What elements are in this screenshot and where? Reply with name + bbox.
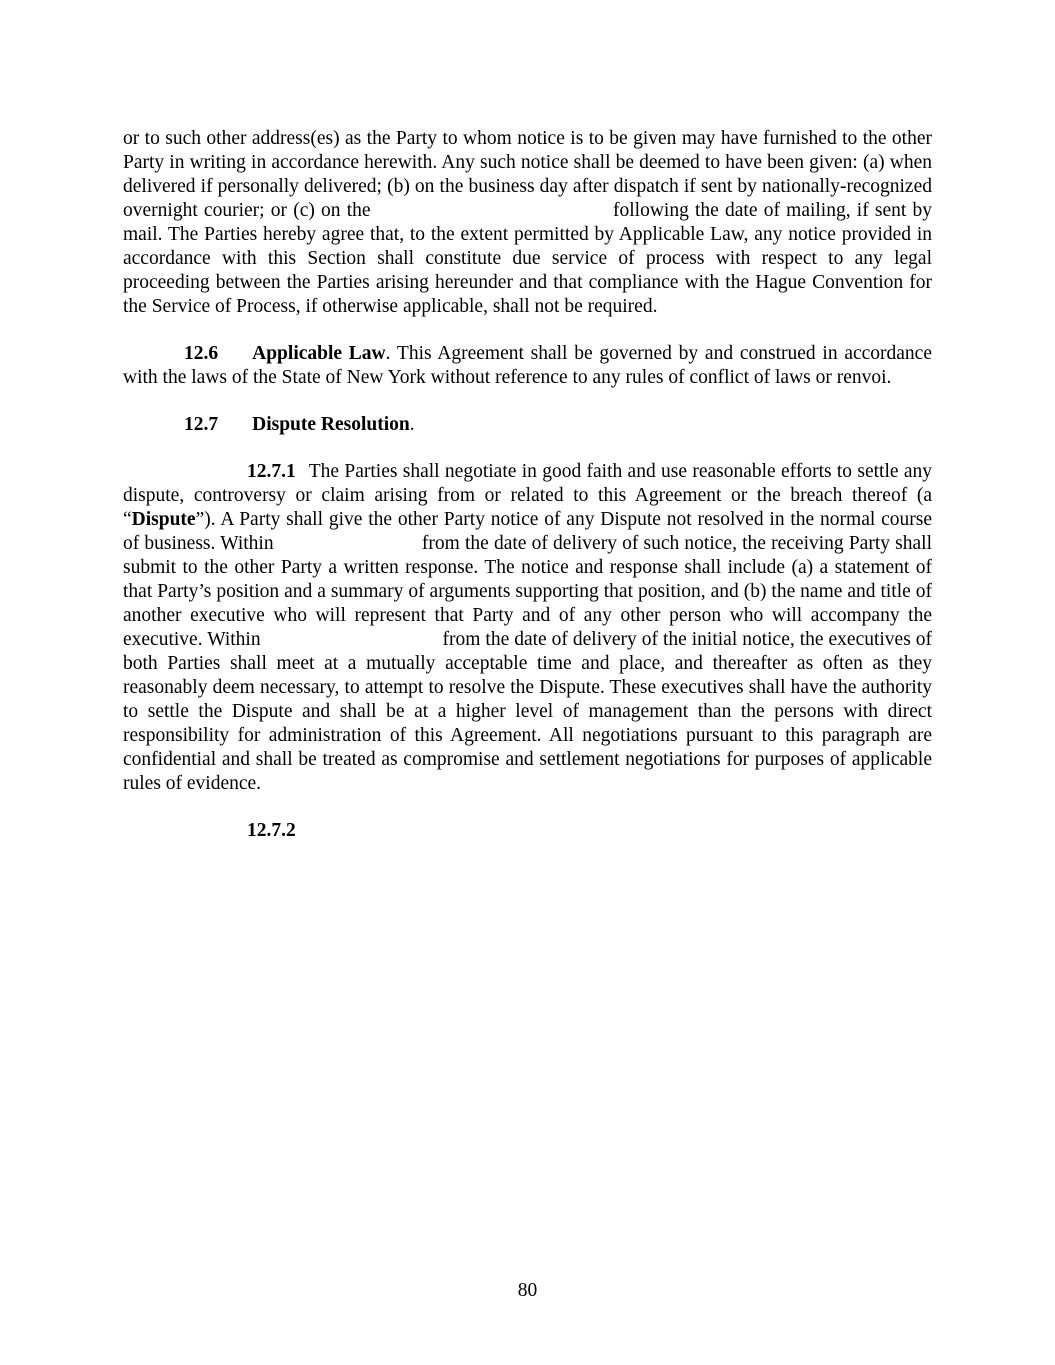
paragraph-notice-continuation	[123, 127, 932, 319]
tab-spacer	[296, 476, 309, 477]
section-12-7-dispute-resolution	[123, 413, 932, 437]
section-12-6-applicable-law	[123, 342, 932, 390]
page-content	[123, 127, 932, 866]
section-12-6-body: . This Agreement shall be governed by and construed in accordance with the laws of the State of New York without reference to any rules of conflict of laws or renvoi.	[123, 343, 932, 388]
subsection-12-7-2	[123, 819, 932, 843]
page-number: 80	[517, 1280, 538, 1301]
subsection-12-7-1-text-c: from the date of delivery of such notice, the receiving Party shall submit to the other Party a written response. The notice and response shall include (a) a statement of that Party’s position and a summary of arguments supporting that position, and (b) the name and title of another executive who will represent that Party and of any other person who will accompany the executive. Within	[123, 533, 932, 650]
section-heading-applicable-law: Applicable Law	[252, 343, 386, 364]
subsection-number-12-7-2: 12.7.2	[247, 820, 296, 841]
redaction-blank-3	[266, 644, 438, 645]
section-12-7-period: .	[409, 414, 415, 435]
redaction-blank-1	[377, 215, 607, 216]
tab-spacer	[218, 429, 252, 430]
redaction-blank-2	[279, 548, 417, 549]
subsection-12-7-1-text-a: The Parties shall negotiate in good faith and use reasonable efforts to settle any dispute, controversy or claim arising from or related to this Agreement or the breach thereof (a “	[123, 461, 932, 530]
section-number-12-6: 12.6	[184, 343, 219, 364]
section-number-12-7: 12.7	[184, 414, 219, 435]
notice-text-after-blank: following the date of mailing, if sent by mail. The Parties hereby agree that, to the extent permitted by Applicable Law, any notice provided in accordance with this Section shall constitute due service of process with respect to any legal proceeding between the Parties arising hereunder and that compliance with the Hague Convention for the Service of Process, if otherwise applicable, shall not be required.	[123, 200, 933, 317]
subsection-12-7-1-text-d: from the date of delivery of the initial notice, the executives of both Parties shall meet at a mutually acceptable time and place, and thereafter as often as they reasonably deem necessary, to attempt to resolve the Dispute. These executives shall have the authority to settle the Dispute and shall be at a higher level of management than the persons with direct responsibility for administration of this Agreement. All negotiations pursuant to this paragraph are confidential and shall be treated as compromise and settlement negotiations for purposes of applicable rules of evidence.	[123, 629, 933, 794]
subsection-number-12-7-1: 12.7.1	[247, 461, 296, 482]
tab-spacer	[218, 358, 252, 359]
notice-text-before-blank: or to such other address(es) as the Party to whom notice is to be given may have furnished to the other Party in writing in accordance herewith. Any such notice shall be deemed to have been given: (a) when delivered if personally delivered; (b) on the business day after dispatch if sent by nationally-recognized overnight courier; or (c) on the	[123, 128, 932, 221]
subsection-12-7-1-text-b: ”). A Party shall give the other Party notice of any Dispute not resolved in the normal course of business. Within	[123, 509, 932, 554]
defined-term-dispute: Dispute	[131, 509, 196, 530]
section-heading-dispute-resolution: Dispute Resolution	[252, 414, 410, 435]
subsection-12-7-1	[123, 460, 932, 796]
